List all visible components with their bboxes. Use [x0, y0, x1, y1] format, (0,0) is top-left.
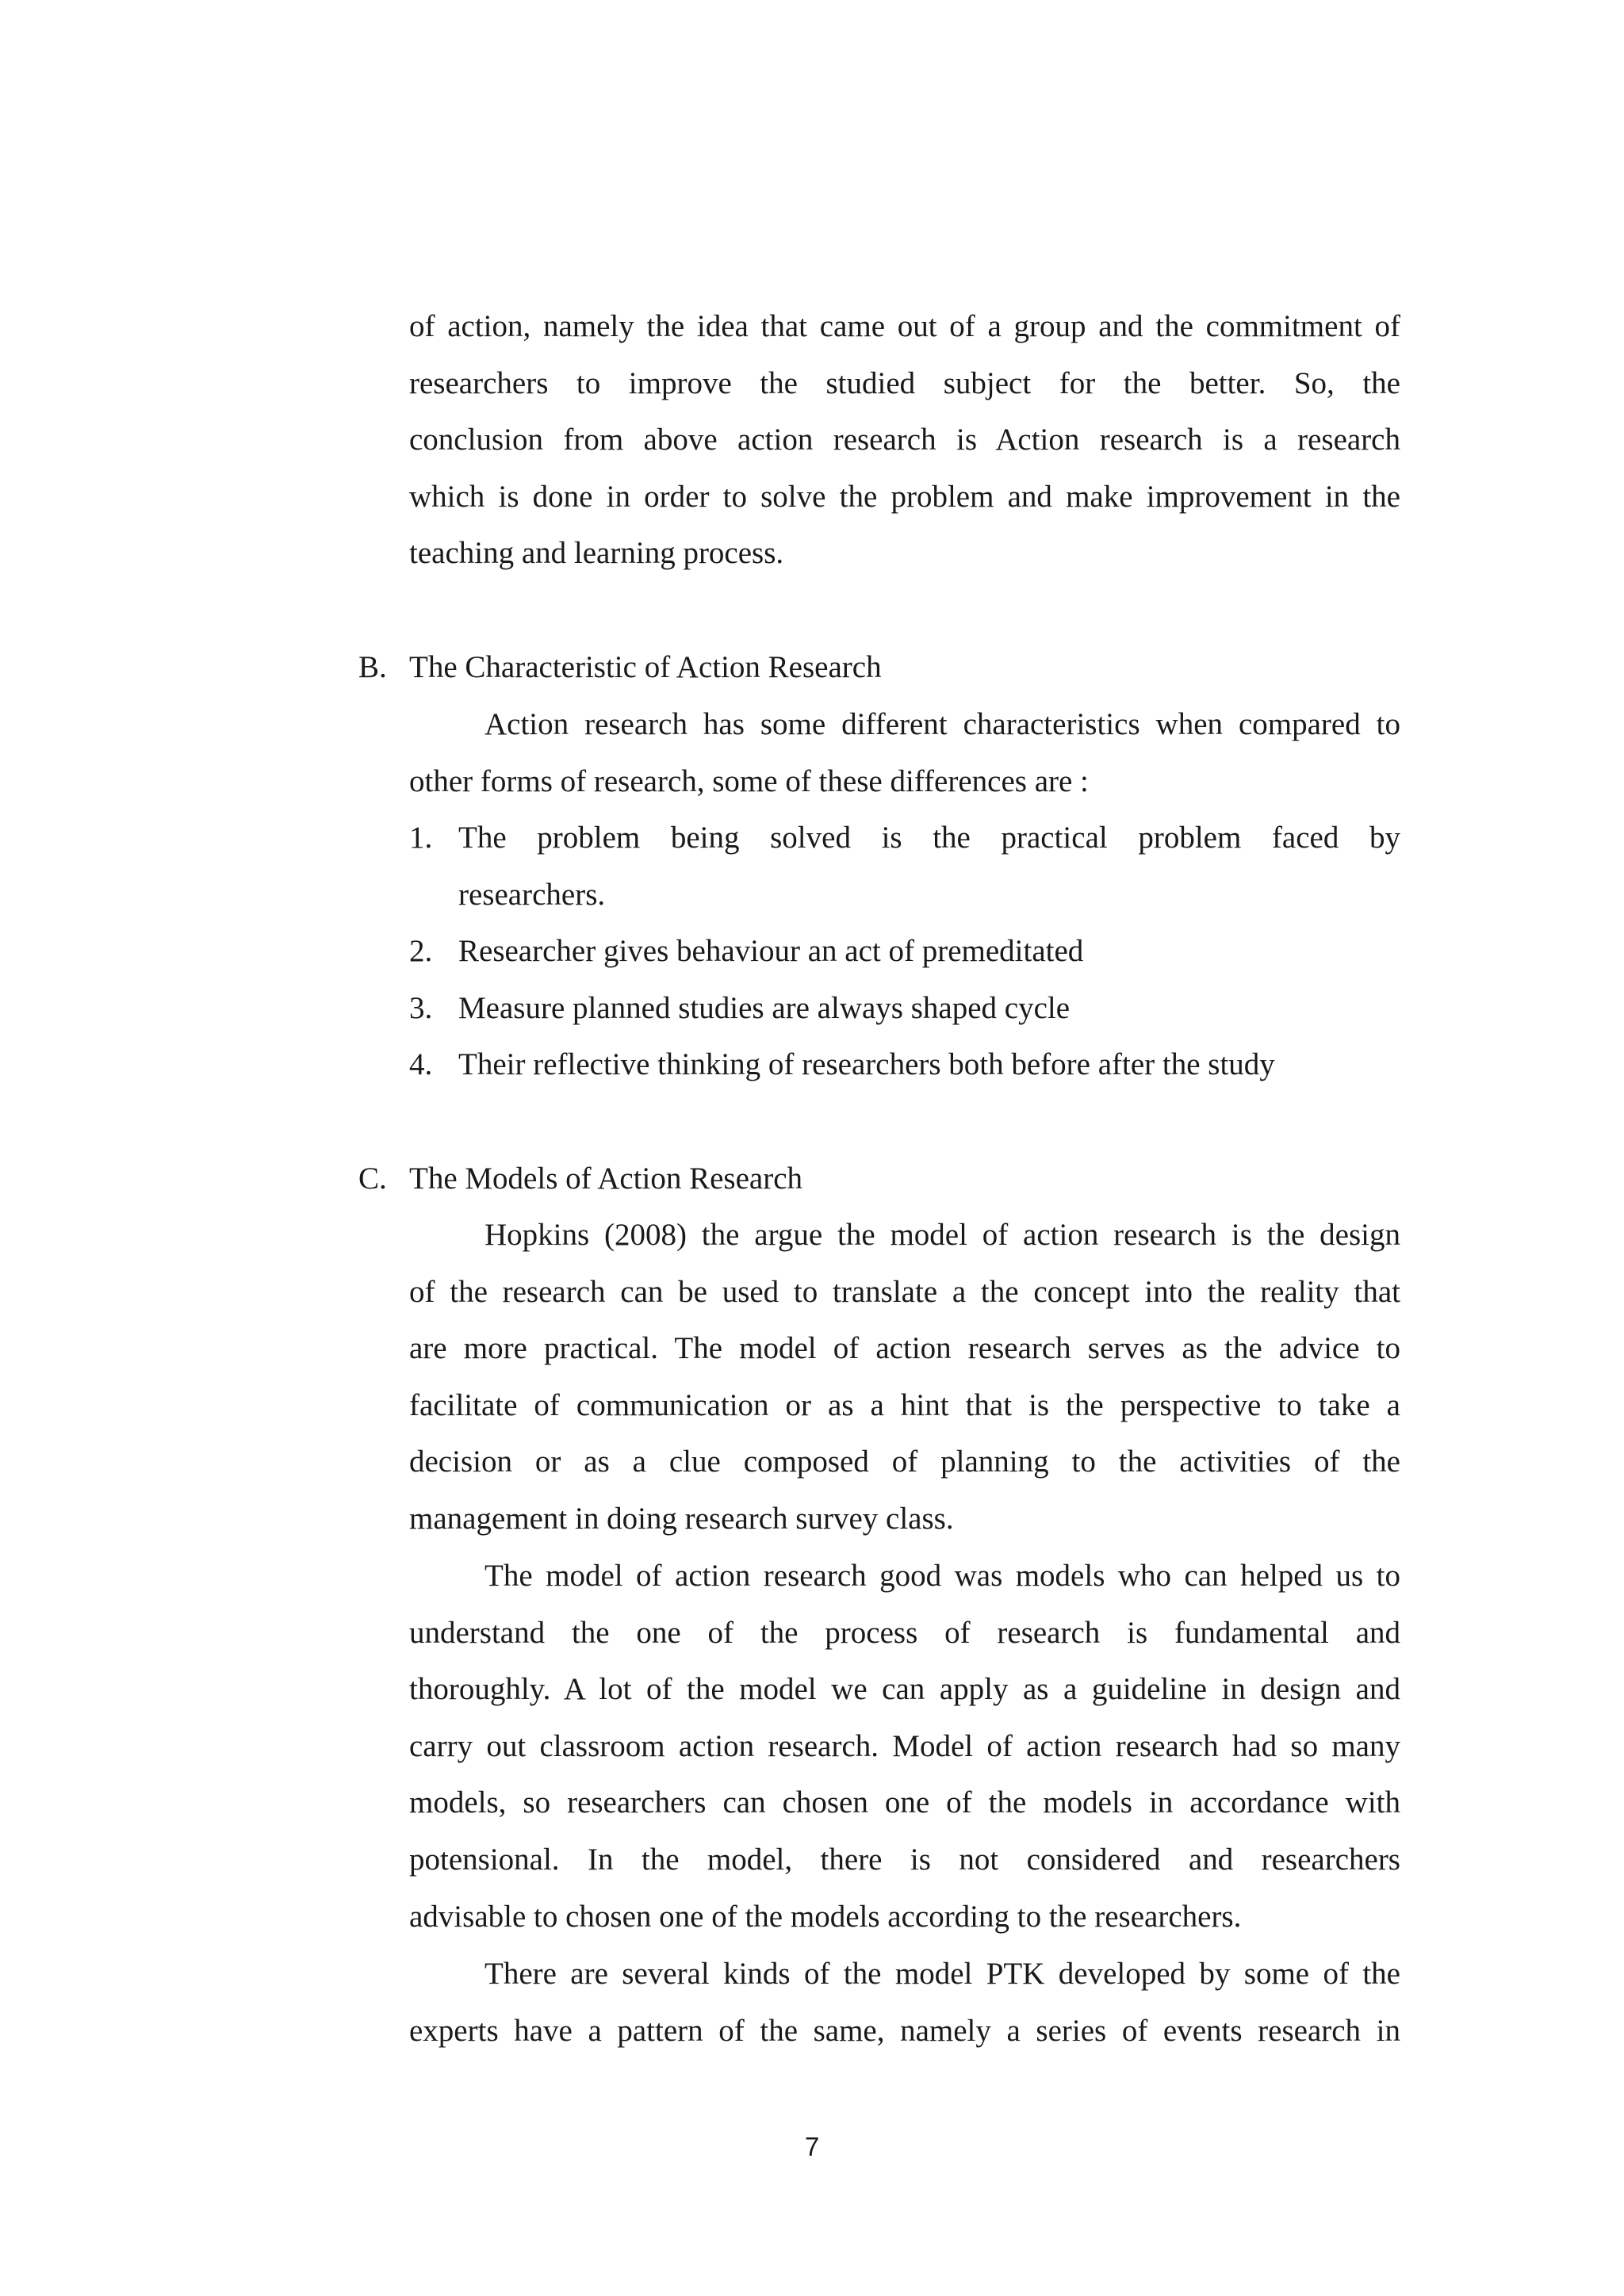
section-c-paragraph-3 — [409, 1946, 1400, 2059]
page-number: 7 — [804, 2132, 820, 2161]
paragraph-line: decision or as a clue composed of planning to the activities of the — [409, 1445, 1400, 1479]
paragraph-line: management in doing research survey class. — [409, 1501, 954, 1536]
paragraph-line: are more practical. The model of action research serves as the advice to — [409, 1331, 1400, 1366]
paragraph-line-text: Action research has some different characteristics when compared to — [485, 707, 1400, 741]
paragraph-line — [409, 1548, 1400, 1605]
section-b-intro — [409, 696, 1400, 809]
section-c-heading — [358, 1150, 802, 1207]
section-b-title: The Characteristic of Action Research — [409, 650, 882, 684]
paragraph-line-text: Hopkins (2008) the argue the model of action research is the design — [485, 1218, 1400, 1252]
paragraph-line: researchers to improve the studied subject for the better. So, the — [409, 365, 1400, 400]
intro-paragraph — [409, 298, 1400, 582]
paragraph-line-text: The model of action research good was models who can helped us to — [485, 1559, 1400, 1593]
list-text — [458, 809, 1400, 923]
paragraph-line: experts have a pattern of the same, namely a series of events research in — [409, 2013, 1400, 2048]
paragraph-line: which is done in order to solve the problem and make improvement in the — [409, 479, 1400, 514]
list-line: researchers. — [458, 877, 606, 912]
paragraph-line: models, so researchers can chosen one of the models in accordance with — [409, 1785, 1400, 1820]
paragraph-line: other forms of research, some of these differences are : — [409, 763, 1089, 798]
list-text — [458, 1036, 1400, 1093]
section-c-paragraph-2 — [409, 1548, 1400, 1945]
list-line: Researcher gives behaviour an act of premeditated — [458, 934, 1084, 968]
list-item — [409, 1036, 1400, 1093]
list-line: Measure planned studies are always shaped cycle — [458, 991, 1071, 1025]
paragraph-line: of the research can be used to translate a the concept into the reality that — [409, 1274, 1400, 1309]
list-item — [409, 923, 1400, 980]
list-line: Their reflective thinking of researchers both before after the study — [458, 1047, 1275, 1081]
paragraph-line-text: There are several kinds of the model PTK developed by some of the — [485, 1957, 1400, 1991]
section-b-letter: B. — [358, 650, 387, 684]
section-b-heading — [358, 639, 882, 696]
list-number: 1. — [409, 821, 433, 855]
paragraph-line: advisable to chosen one of the models according to the researchers. — [409, 1899, 1242, 1934]
paragraph-line: potensional. In the model, there is not considered and researchers — [409, 1842, 1400, 1877]
list-number: 4. — [409, 1047, 433, 1081]
section-c-paragraph-1 — [409, 1207, 1400, 1548]
list-number: 3. — [409, 991, 433, 1025]
paragraph-line — [409, 1946, 1400, 2003]
list-item — [409, 980, 1400, 1037]
paragraph-line: understand the one of the process of research is fundamental and — [409, 1615, 1400, 1650]
section-c-letter: C. — [358, 1161, 387, 1196]
list-number: 2. — [409, 934, 433, 968]
paragraph-line: thoroughly. A lot of the model we can apply as a guideline in design and — [409, 1672, 1400, 1707]
paragraph-line — [409, 1207, 1400, 1264]
list-item — [409, 809, 1400, 924]
paragraph-line: conclusion from above action research is Action research is a research — [409, 423, 1400, 457]
paragraph-line: facilitate of communication or as a hint that is the perspective to take a — [409, 1387, 1400, 1422]
paragraph-line: teaching and learning process. — [409, 536, 784, 571]
paragraph-line: carry out classroom action research. Model of action research had so many — [409, 1728, 1400, 1763]
paragraph-line: of action, namely the idea that came out of a group and the commitment of — [409, 309, 1400, 343]
section-c-title: The Models of Action Research — [409, 1161, 803, 1196]
paragraph-line — [409, 696, 1400, 753]
list-text — [458, 980, 1400, 1037]
list-line: The problem being solved is the practical problem faced by — [458, 821, 1400, 855]
list-text — [458, 923, 1400, 980]
